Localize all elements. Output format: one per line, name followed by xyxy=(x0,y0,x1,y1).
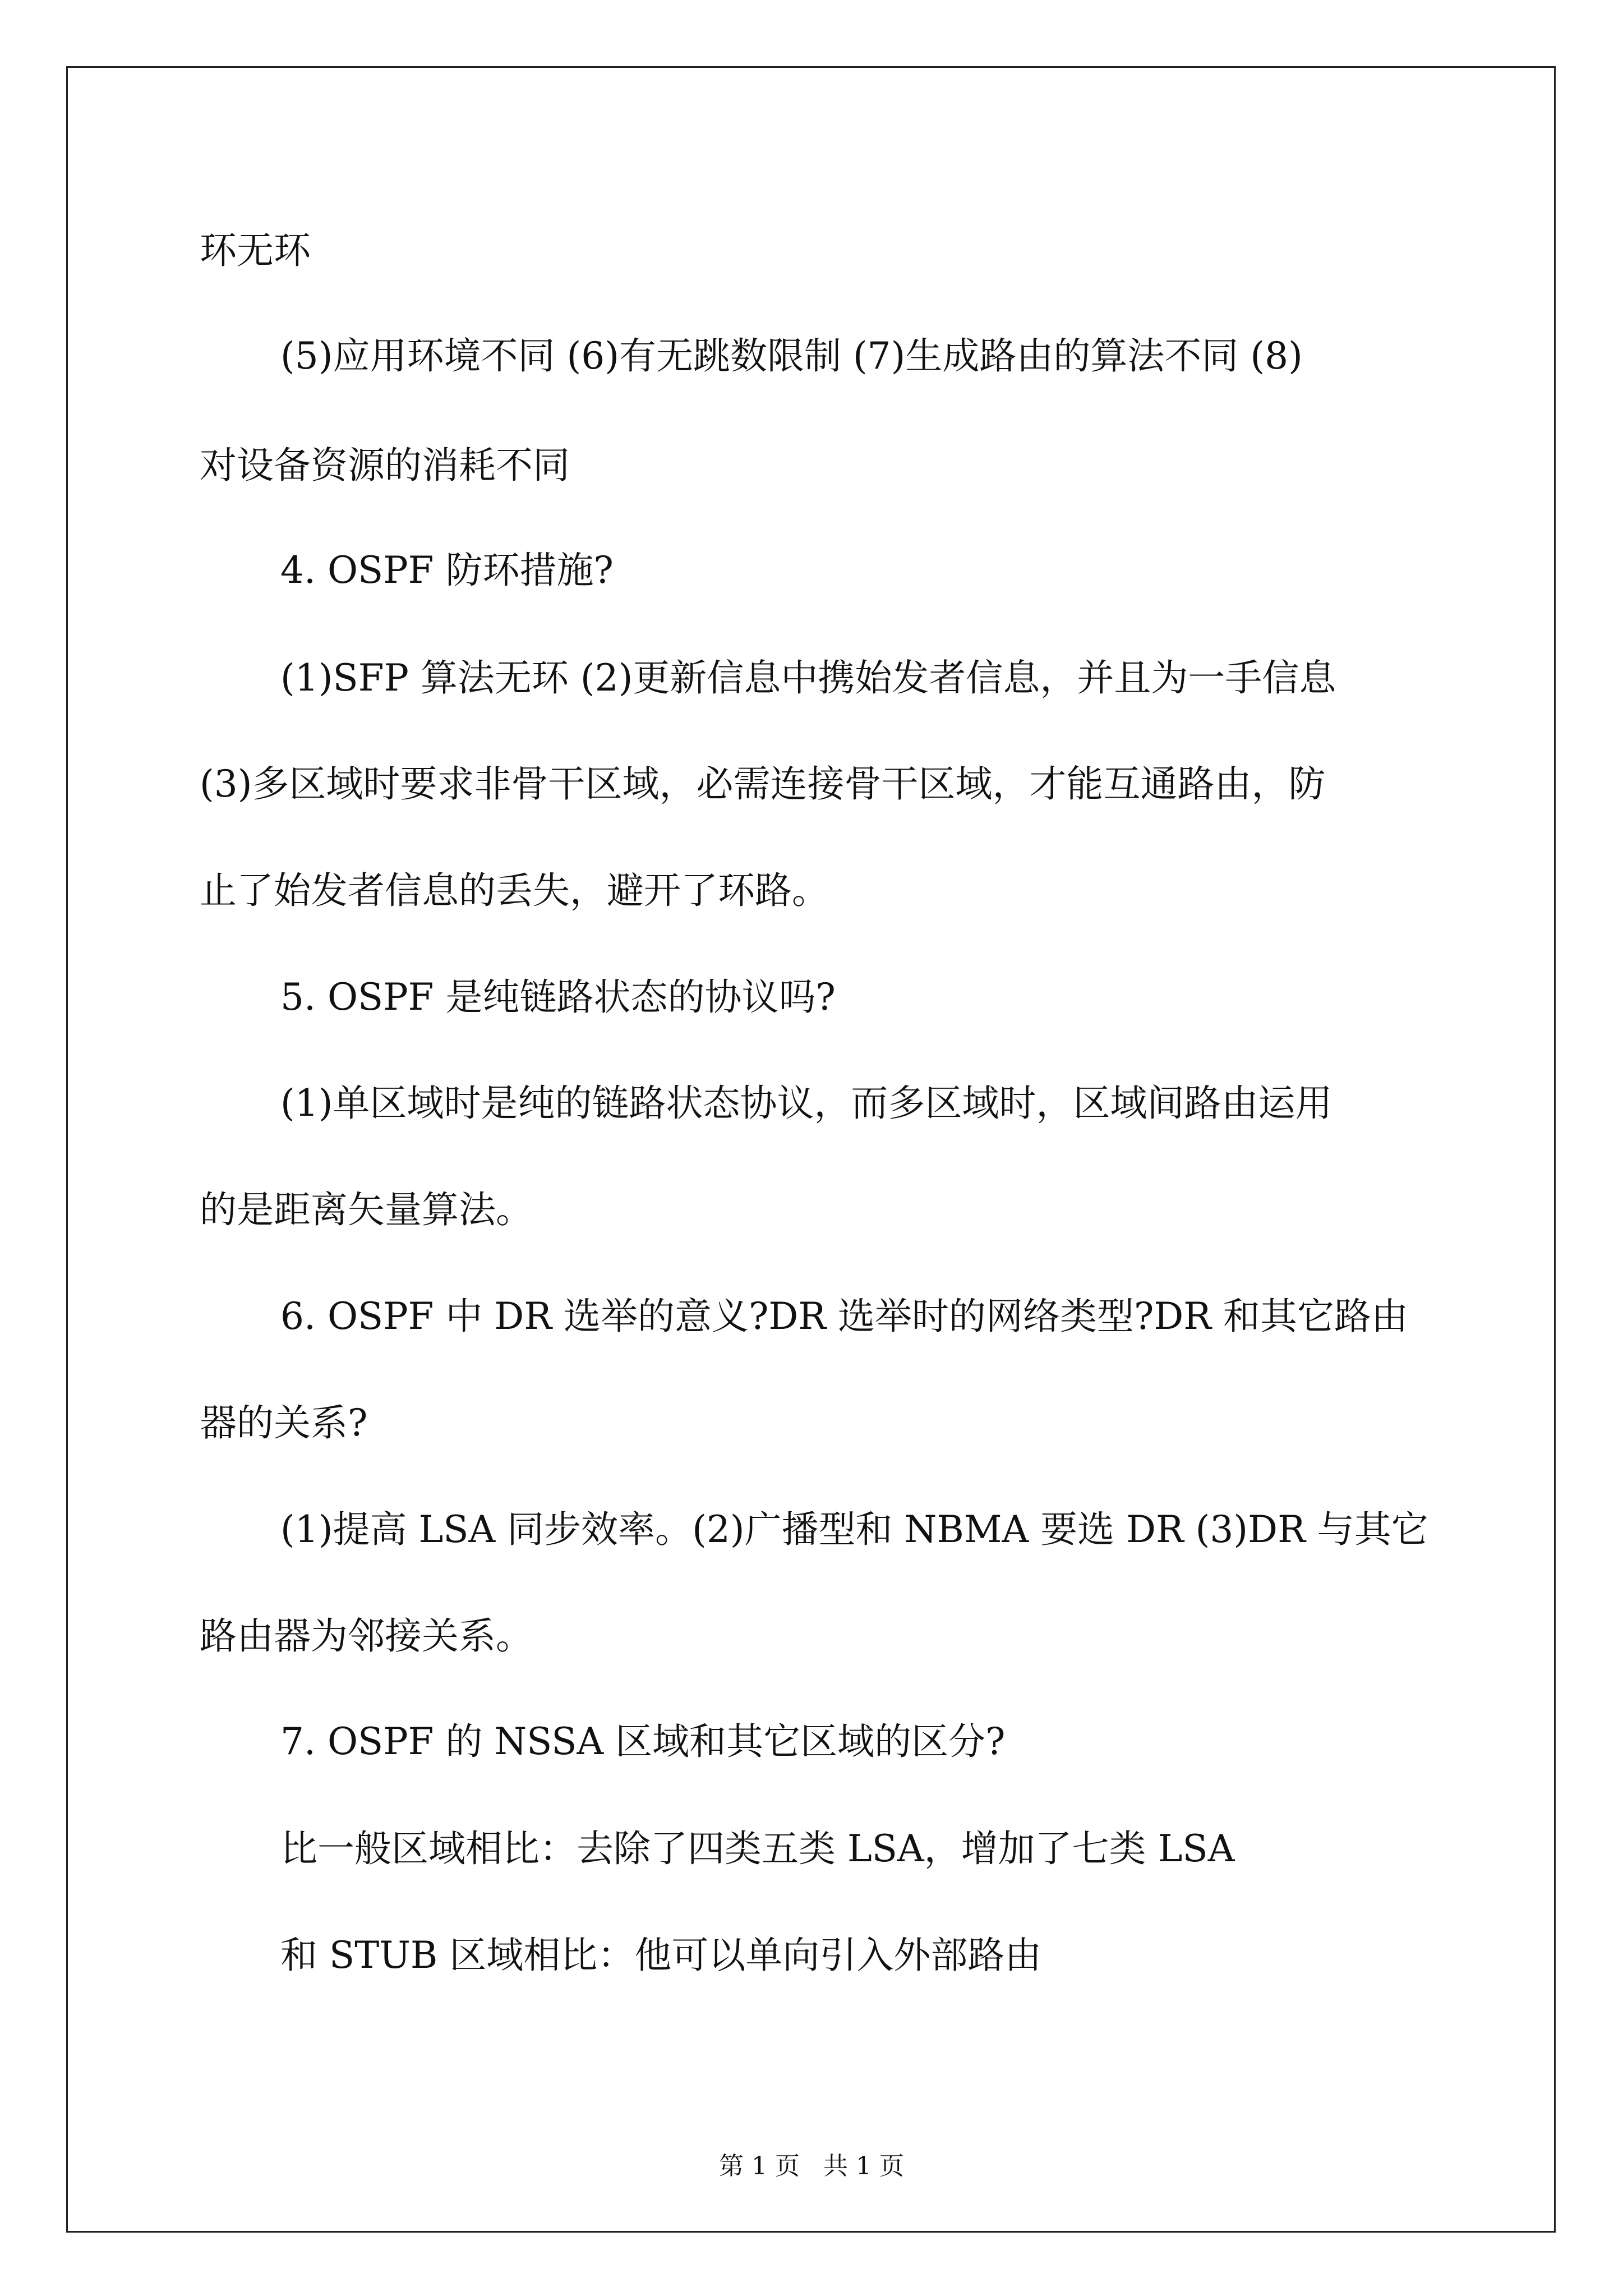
text-line-9: (1)单区域时是纯的链路状态协议，而多区域时，区域间路由运用 xyxy=(280,1082,1332,1125)
text-line-12: 器的关系? xyxy=(200,1401,368,1444)
question-6-heading: 6. OSPF 中 DR 选举的意义?DR 选举时的网络类型?DR 和其它路由 xyxy=(280,1295,1408,1338)
text-line-5: (1)SFP 算法无环 (2)更新信息中携始发者信息，并且为一手信息 xyxy=(280,656,1336,700)
question-7-heading: 7. OSPF 的 NSSA 区域和其它区域的区分? xyxy=(280,1720,1006,1763)
question-4-heading: 4. OSPF 防环措施? xyxy=(280,549,614,592)
text-line-1: 环无环 xyxy=(200,229,311,272)
page-border xyxy=(66,66,1556,2233)
text-line-7: 止了始发者信息的丢失，避开了环路。 xyxy=(200,869,829,912)
text-line-14: 路由器为邻接关系。 xyxy=(200,1614,533,1658)
text-line-3: 对设备资源的消耗不同 xyxy=(200,444,570,487)
text-line-2: (5)应用环境不同 (6)有无跳数限制 (7)生成路由的算法不同 (8) xyxy=(280,334,1303,378)
question-5-heading: 5. OSPF 是纯链路状态的协议吗? xyxy=(280,976,836,1019)
text-line-13: (1)提高 LSA 同步效率。(2)广播型和 NBMA 要选 DR (3)DR 与其它 xyxy=(280,1508,1428,1551)
text-line-6: (3)多区域时要求非骨干区域，必需连接骨干区域，才能互通路由，防 xyxy=(200,762,1326,806)
text-line-17: 和 STUB 区域相比：他可以单向引入外部路由 xyxy=(280,1934,1042,1977)
page-footer: 第 1 页 共 1 页 xyxy=(719,2152,904,2180)
text-line-16: 比一般区域相比：去除了四类五类 LSA，增加了七类 LSA xyxy=(280,1827,1235,1870)
text-line-10: 的是距离矢量算法。 xyxy=(200,1188,533,1231)
